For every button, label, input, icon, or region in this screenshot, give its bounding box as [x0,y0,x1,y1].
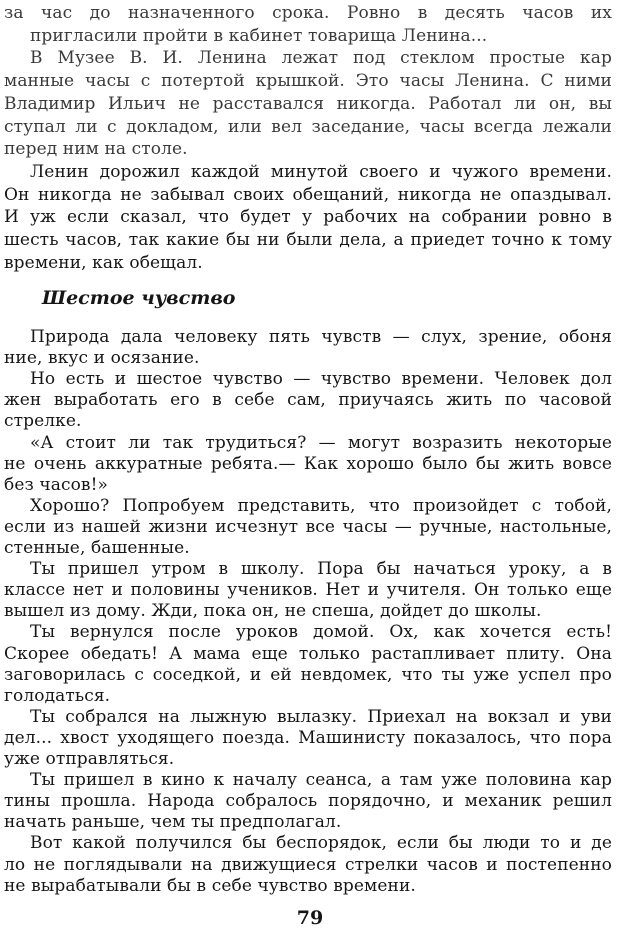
text-line: Но есть и шестое чувство — чувство времени. Человек дол [30,369,612,390]
text-line: уже отправляться. [4,749,175,769]
text-line: перед ним на столе. [4,139,188,160]
text-line: за час до назначенного срока. Ровно в десять часов их [4,3,612,23]
text-line: ло не поглядывали на движущиеся стрелки часов и постепенно [4,854,612,875]
text-line: голодаться. [4,685,111,706]
text-line: Природа дала человеку пять чувств — слух, зрение, обоня [30,327,612,347]
page-number: 79 [296,907,324,929]
text-line: вышел из дому. Жди, пока он, не спеша, дойдет до школы. [4,601,542,622]
text-line: Ты пришел утром в школу. Пора бы начаться уроку, а в [30,559,612,580]
text-line: дел... хвост уходящего поезда. Машинисту показалось, что пора [4,727,612,748]
text-line: классе нет и половины учеников. Нет и учителя. Он только еще [4,580,612,601]
text-line: если из нашей жизни исчезнут все часы — ручные, настольные, [4,516,612,537]
text-line: ние, вкус и осязание. [4,348,200,369]
text-line: ступал ли с докладом, или вел заседание, часы всегда лежали [4,116,612,137]
text-line: без часов!» [4,474,109,495]
text-line: Ленин дорожил каждой минутой своего и чужого времени. [30,161,612,182]
text-line: заговорилась с соседкой, и ей невдомек, что ты уже успел про [4,664,612,685]
text-line: Ты вернулся после уроков домой. Ох, как хочется есть! [30,622,612,643]
text-line: Владимир Ильич не расставался никогда. Работал ли он, вы [4,93,612,114]
text-line: манные часы с потертой крышкой. Это часы Ленина. С ними [4,71,612,92]
text-line: начать раньше, чем ты предполагал. [4,812,342,833]
text-line: В Музее В. И. Ленина лежат под стеклом простые кар [30,48,612,69]
text-line: Ты собрался на лыжную вылазку. Приехал на вокзал и уви [30,706,612,727]
text-line: стенные, башенные. [4,538,190,558]
text-line: Ты пришел в кино к началу сеанса, а там уже половина кар [30,770,612,791]
text-line: пригласили пройти в кабинет товарища Ленина... [30,25,488,46]
text-line: жен выработать его в себе сам, приучаясь жить по часовой [4,390,612,411]
text-line: Он никогда не забывал своих обещаний, никогда не опаздывал. [4,184,612,205]
text-line: «А стоит ли так трудиться? — могут возразить некоторые [30,432,612,453]
text-line: не вырабатывали бы в себе чувство времени. [4,875,416,896]
text-line: стрелке. [4,411,82,432]
text-line: времени, как обещал. [4,252,203,273]
text-line: И уж если сказал, что будет у рабочих на собрании ровно в [4,207,612,228]
text-line: шесть часов, так какие бы ни были дела, а приедет точно к тому [4,230,612,250]
section-title: Шестое чувство [42,287,236,309]
text-line: Хорошо? Попробуем представить, что произойдет с тобой, [30,495,612,516]
text-line: тины прошла. Народа собралось порядочно, и механик решил [4,791,612,812]
text-line: Вот какой получился бы беспорядок, если бы люди то и де [30,833,612,854]
text-line: Скорее обедать! А мама еще только растапливает плиту. Она [4,643,612,664]
text-line: не очень аккуратные ребята.— Как хорошо было бы жить вовсе [4,453,612,474]
